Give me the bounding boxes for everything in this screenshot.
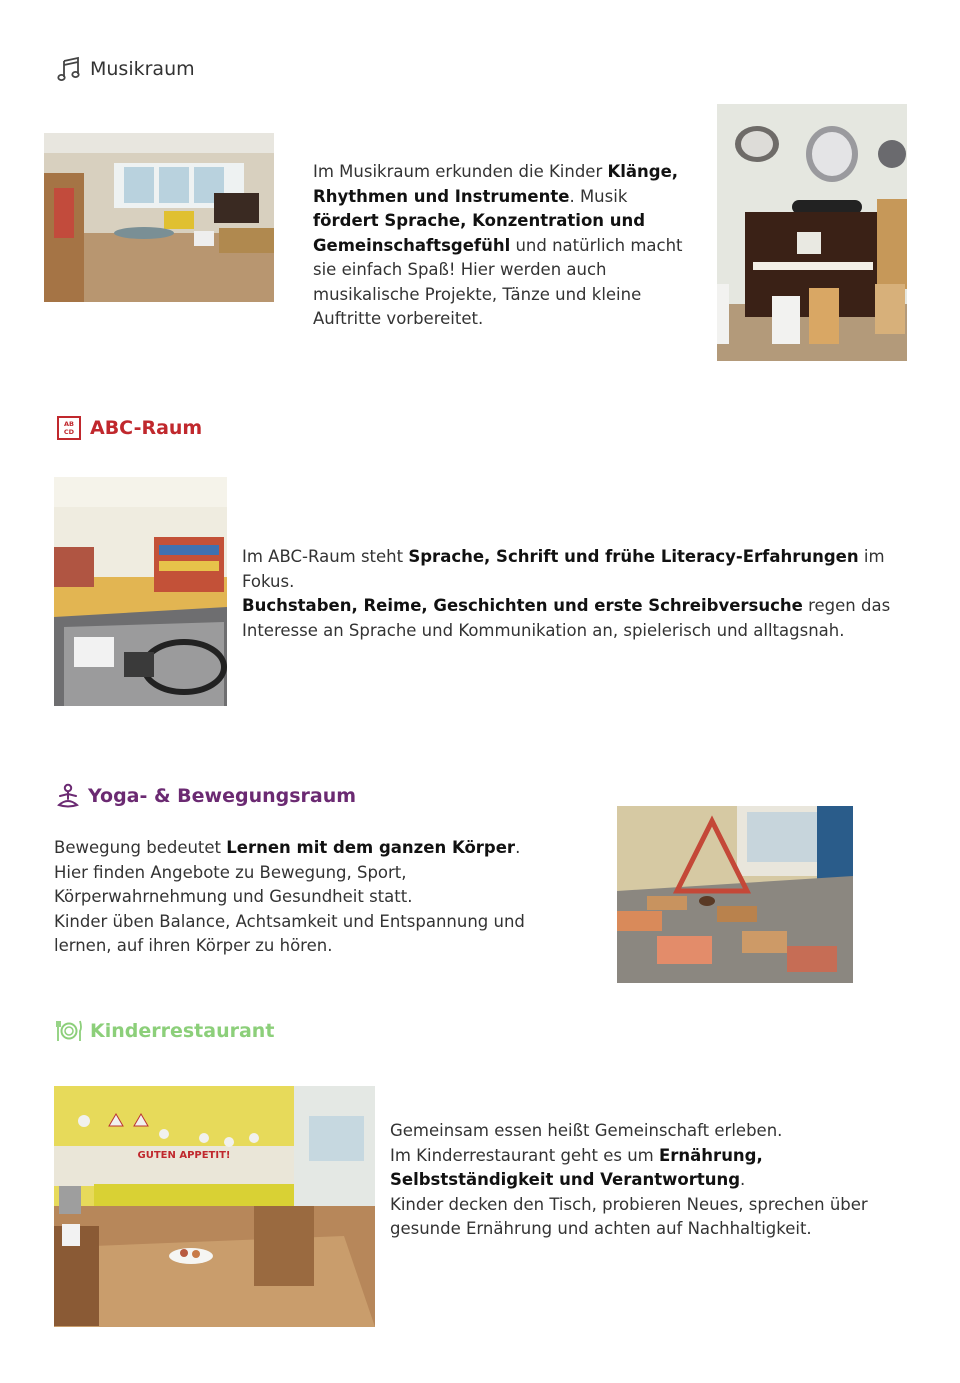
text-run: Bewegung bedeutet xyxy=(54,838,227,857)
text-run: . xyxy=(515,838,521,857)
yoga-pose-icon xyxy=(56,783,80,809)
bold-phrase: Klänge, Rhythmen und Instrumente xyxy=(313,162,679,206)
bold-phrase: fördert Sprache, Konzentration und Gemeinschaftsgefühl xyxy=(313,211,646,255)
text-run: Kinder üben Balance, Achtsamkeit und Entspannung und lernen, auf ihren Körper zu hören. xyxy=(54,911,525,955)
text-run: Kinder decken den Tisch, probieren Neues, sprechen über gesunde Ernährung und achten auf Nachhaltigkeit. xyxy=(390,1194,868,1238)
section-heading-kinderrestaurant xyxy=(56,1018,274,1044)
section-title: Musikraum xyxy=(90,58,195,80)
text-run: . Musik xyxy=(569,186,628,206)
yoga-room-cushions-photo xyxy=(617,806,853,983)
music-note-icon xyxy=(56,56,82,82)
bold-phrase: Lernen mit dem ganzen Körper xyxy=(226,838,516,857)
section-heading-musikraum xyxy=(56,56,195,82)
abc-room-playmat-photo xyxy=(54,477,227,706)
section-text-musikraum xyxy=(313,160,693,332)
section-text-yoga xyxy=(54,836,574,959)
section-heading-abc-raum xyxy=(56,415,202,441)
section-heading-yoga xyxy=(56,783,356,809)
bold-phrase: Buchstaben, Reime, Geschichten und erste Schreibversuche xyxy=(242,596,803,615)
bold-phrase: Sprache, Schrift und frühe Literacy-Erfahrungen xyxy=(408,547,859,566)
bold-phrase: Ernährung, Selbstständigkeit und Verantwortung xyxy=(390,1145,763,1189)
text-run: Hier finden Angebote zu Bewegung, Sport, Körperwahrnehmung und Gesundheit statt. xyxy=(54,862,413,906)
section-title: Kinderrestaurant xyxy=(90,1020,275,1042)
section-text-kinderrestaurant xyxy=(390,1119,910,1242)
section-text-abc-raum xyxy=(242,545,902,643)
children-restaurant-photo xyxy=(54,1086,375,1327)
section-title: Yoga- & Bewegungsraum xyxy=(88,785,357,807)
svg-text:CD: CD xyxy=(63,428,75,436)
restaurant-sign-text: GUTEN APPETIT! xyxy=(137,1150,231,1161)
text-run: Im ABC-Raum steht xyxy=(242,547,409,566)
text-run: Im Musikraum erkunden die Kinder xyxy=(313,162,608,181)
text-run: im Fokus. xyxy=(242,547,885,591)
music-room-overview-photo xyxy=(44,133,274,302)
abc-book-icon xyxy=(56,415,82,441)
section-title: ABC-Raum xyxy=(90,417,203,439)
text-run: Im Kinderrestaurant geht es um xyxy=(390,1145,660,1165)
text-run: Gemeinsam essen heißt Gemeinschaft erleben. xyxy=(390,1121,783,1140)
piano-with-drums-photo xyxy=(717,104,907,361)
text-run: und natürlich macht sie einfach Spaß! Hier werden auch musikalische Projekte, Tänze und kleine Auftritte vorbereitet. xyxy=(313,235,683,328)
text-run: regen das Interesse an Sprache und Kommunikation an, spielerisch und alltagsnah. xyxy=(242,596,891,640)
text-run: . xyxy=(740,1170,746,1189)
plate-cutlery-icon xyxy=(56,1018,82,1044)
svg-text:AB: AB xyxy=(64,420,74,428)
